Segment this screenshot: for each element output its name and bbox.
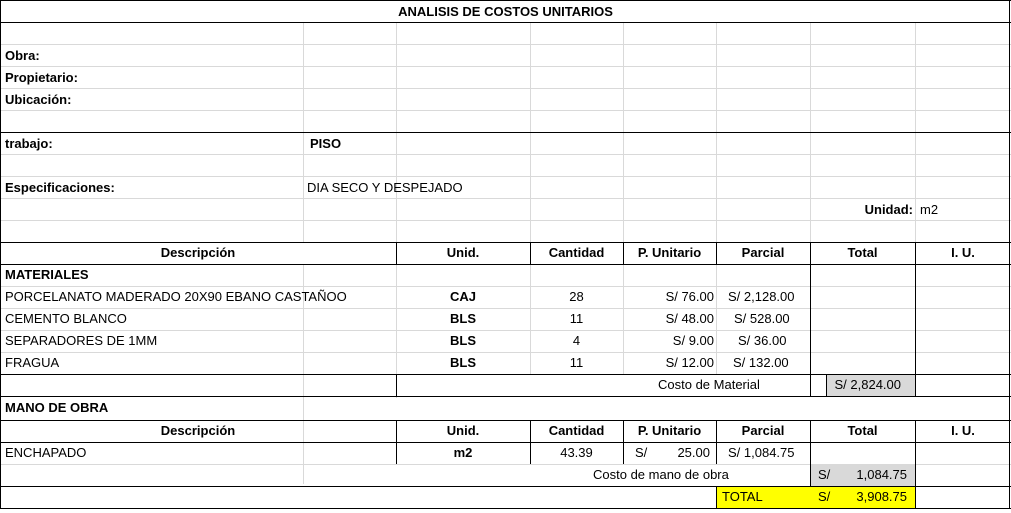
trabajo-label: trabajo: (5, 136, 53, 151)
labor-p-unitario-prefix: S/ (635, 445, 648, 460)
labor-header-unid: Unid. (446, 423, 480, 438)
border (810, 264, 811, 374)
header-parcial: Parcial (741, 245, 785, 260)
material-desc[interactable]: FRAGUA (5, 355, 60, 370)
material-desc[interactable]: CEMENTO BLANCO (5, 311, 127, 326)
propietario-label: Propietario: (5, 70, 78, 85)
labor-parcial[interactable]: S/ 1,084.75 (728, 445, 795, 460)
border (0, 132, 1011, 133)
border (716, 486, 717, 508)
material-parcial[interactable]: S/ 132.00 (733, 355, 789, 370)
gridline (0, 66, 1011, 67)
sheet-title: ANALISIS DE COSTOS UNITARIOS (398, 4, 613, 19)
obra-label: Obra: (5, 48, 40, 63)
especificaciones-value[interactable]: DIA SECO Y DESPEJADO (307, 180, 463, 195)
material-cost-label: Costo de Material (658, 377, 760, 392)
material-p-unitario[interactable]: S/ 9.00 (672, 333, 714, 348)
unidad-label: Unidad: (864, 202, 913, 217)
labor-unid[interactable]: m2 (453, 445, 473, 460)
material-parcial[interactable]: S/ 36.00 (738, 333, 787, 348)
grand-total-label: TOTAL (722, 489, 763, 504)
material-p-unitario[interactable]: S/ 76.00 (665, 289, 714, 304)
labor-header-total: Total (847, 423, 878, 438)
gridline (0, 44, 1011, 45)
labor-header-cantidad: Cantidad (548, 423, 605, 438)
material-cantidad[interactable]: 28 (569, 289, 584, 304)
header-p-unitario: P. Unitario (637, 245, 702, 260)
material-cantidad[interactable]: 11 (569, 311, 584, 326)
header-cantidad: Cantidad (548, 245, 605, 260)
border (0, 508, 1011, 509)
labor-p-unitario[interactable]: 25.00 (677, 445, 710, 460)
material-p-unitario[interactable]: S/ 12.00 (665, 355, 714, 370)
labor-header-p-unitario: P. Unitario (637, 423, 702, 438)
labor-cost-total[interactable]: 1,084.75 (856, 467, 907, 482)
labor-desc[interactable]: ENCHAPADO (5, 445, 87, 460)
gridline (0, 154, 1011, 155)
border (0, 22, 1011, 23)
material-unid[interactable]: BLS (450, 333, 476, 348)
header-descripcion: Descripción (160, 245, 236, 260)
border (915, 264, 916, 374)
labor-header-parcial: Parcial (741, 423, 785, 438)
material-unid[interactable]: BLS (450, 311, 476, 326)
material-cantidad[interactable]: 11 (569, 355, 584, 370)
trabajo-value[interactable]: PISO (310, 136, 342, 151)
material-cantidad[interactable]: 4 (572, 333, 581, 348)
border (0, 396, 1011, 397)
border (0, 264, 1011, 265)
gridline (0, 88, 1011, 89)
labor-header-iu: I. U. (951, 423, 975, 438)
section-materiales: MATERIALES (5, 267, 89, 282)
grand-total-value[interactable]: 3,908.75 (856, 489, 907, 504)
header-unid: Unid. (446, 245, 480, 260)
grand-total-prefix: S/ (818, 489, 831, 504)
labor-cost-label: Costo de mano de obra (593, 467, 729, 482)
labor-cantidad[interactable]: 43.39 (560, 445, 593, 460)
header-iu: I. U. (951, 245, 975, 260)
gridline (0, 220, 1011, 221)
ubicacion-label: Ubicación: (5, 92, 72, 107)
material-desc[interactable]: PORCELANATO MADERADO 20X90 EBANO CASTAÑOO (5, 289, 347, 304)
gridline (716, 264, 717, 374)
material-p-unitario[interactable]: S/ 48.00 (665, 311, 714, 326)
material-unid[interactable]: BLS (450, 355, 476, 370)
border (915, 374, 916, 396)
labor-cost-prefix: S/ (818, 467, 831, 482)
gridline (0, 110, 1011, 111)
border (396, 374, 397, 396)
gridline (0, 198, 1011, 199)
section-mano-de-obra: MANO DE OBRA (5, 400, 109, 415)
material-parcial[interactable]: S/ 2,128.00 (728, 289, 795, 304)
unidad-value[interactable]: m2 (920, 202, 939, 217)
gridline (0, 176, 1011, 177)
especificaciones-label: Especificaciones: (5, 180, 115, 195)
header-total: Total (847, 245, 878, 260)
border (0, 0, 1011, 1)
labor-header-descripcion: Descripción (160, 423, 236, 438)
material-parcial[interactable]: S/ 528.00 (734, 311, 790, 326)
material-desc[interactable]: SEPARADORES DE 1MM (5, 333, 158, 348)
material-cost-total[interactable]: S/ 2,824.00 (834, 377, 901, 392)
border (810, 374, 811, 396)
material-unid[interactable]: CAJ (449, 289, 476, 304)
